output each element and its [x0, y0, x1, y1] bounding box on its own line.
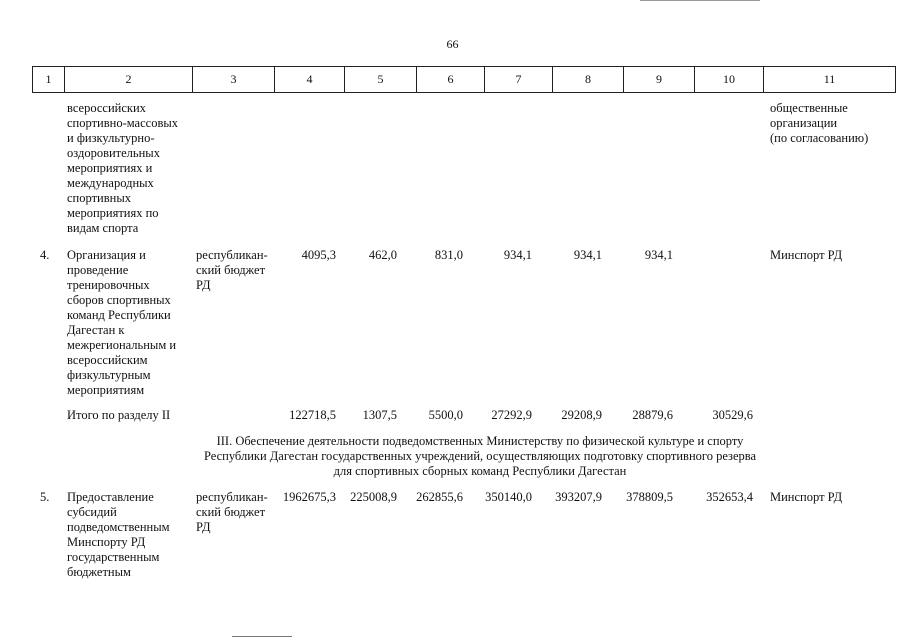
- total-col-4: 122718,5: [289, 408, 336, 422]
- value-col-5: 462,0: [368, 248, 397, 262]
- total-col-5: 1307,5: [362, 408, 397, 422]
- name-line: тренировочных: [67, 278, 150, 292]
- total-col-7: 27292,9: [491, 408, 532, 422]
- value-col-9: 934,1: [644, 248, 673, 262]
- column-header-3: 3: [192, 67, 274, 92]
- row-number: 5.: [40, 490, 50, 504]
- column-header-5: 5: [344, 67, 416, 92]
- name-line: бюджетным: [67, 565, 131, 579]
- row-name: [67, 248, 176, 398]
- source-line: РД: [196, 520, 211, 534]
- column-header-2: 2: [64, 67, 192, 92]
- executor: Минспорт РД: [770, 248, 843, 262]
- source-line: республикан-: [196, 248, 268, 262]
- name-line: и физкультурно-: [67, 131, 155, 145]
- source-line: ский бюджет: [196, 263, 266, 277]
- name-line: всероссийских: [67, 101, 146, 115]
- value-col-6: 831,0: [434, 248, 463, 262]
- name-line: команд Республики: [67, 308, 171, 322]
- column-header-1: 1: [32, 67, 64, 92]
- continued-row-executor: [770, 101, 868, 146]
- column-header-9: 9: [623, 67, 694, 92]
- name-line: Организация и: [67, 248, 146, 262]
- column-header-4: 4: [274, 67, 344, 92]
- name-line: мероприятиях по: [67, 206, 159, 220]
- total-col-10: 30529,6: [712, 408, 753, 422]
- funding-source: [196, 490, 268, 535]
- name-line: Дагестан к: [67, 323, 125, 337]
- name-line: субсидий: [67, 505, 117, 519]
- name-line: мероприятиям: [67, 383, 145, 397]
- value-col-8: 934,1: [573, 248, 602, 262]
- total-label: Итого по разделу II: [67, 408, 171, 422]
- column-header-11: 11: [763, 67, 896, 92]
- executor-line: общественные: [770, 101, 848, 115]
- row-number: 4.: [40, 248, 50, 262]
- row-name: [67, 490, 170, 580]
- value-col-4: 4095,3: [301, 248, 336, 262]
- value-col-9: 378809,5: [626, 490, 673, 504]
- name-line: международных: [67, 176, 154, 190]
- total-col-8: 29208,9: [561, 408, 602, 422]
- executor: Минспорт РД: [770, 490, 843, 504]
- funding-source: [196, 248, 268, 293]
- executor-line: организации: [770, 116, 838, 130]
- section-heading-line: Республики Дагестан государственных учреждений, осуществляющих подготовку спортивного резерва: [203, 449, 757, 463]
- value-col-7: 934,1: [503, 248, 532, 262]
- value-col-7: 350140,0: [485, 490, 532, 504]
- value-col-4: 1962675,3: [282, 490, 336, 504]
- name-line: физкультурным: [67, 368, 151, 382]
- source-line: республикан-: [196, 490, 268, 504]
- column-header-10: 10: [694, 67, 763, 92]
- continued-row-name: [67, 101, 178, 236]
- value-col-10: 352653,4: [706, 490, 753, 504]
- name-line: спортивных: [67, 191, 131, 205]
- value-col-6: 262855,6: [416, 490, 463, 504]
- value-col-8: 393207,9: [555, 490, 602, 504]
- name-line: межрегиональным и: [67, 338, 177, 352]
- section-heading-line: для спортивных сборных команд Республики Дагестан: [333, 464, 627, 478]
- executor-line: (по согласованию): [770, 131, 869, 145]
- name-line: сборов спортивных: [67, 293, 171, 307]
- value-col-5: 225008,9: [350, 490, 397, 504]
- source-line: ский бюджет: [196, 505, 266, 519]
- source-line: РД: [196, 278, 211, 292]
- scan-artifact: [640, 0, 760, 1]
- name-line: спортивно-массовых: [67, 116, 178, 130]
- name-line: Минспорту РД: [67, 535, 146, 549]
- name-line: Предоставление: [67, 490, 154, 504]
- section-heading: [170, 434, 790, 479]
- total-col-9: 28879,6: [632, 408, 673, 422]
- column-header-7: 7: [484, 67, 552, 92]
- name-line: мероприятиях и: [67, 161, 153, 175]
- scan-artifact: [232, 636, 292, 637]
- column-header-8: 8: [552, 67, 623, 92]
- total-col-6: 5500,0: [428, 408, 463, 422]
- name-line: видам спорта: [67, 221, 139, 235]
- section-heading-line: III. Обеспечение деятельности подведомственных Министерству по физической культуре и спорту: [216, 434, 744, 448]
- column-header-6: 6: [416, 67, 484, 92]
- name-line: оздоровительных: [67, 146, 160, 160]
- page-number: 66: [446, 37, 459, 51]
- table-header: [32, 66, 896, 93]
- name-line: подведомственным: [67, 520, 170, 534]
- name-line: всероссийским: [67, 353, 148, 367]
- name-line: проведение: [67, 263, 129, 277]
- name-line: государственным: [67, 550, 160, 564]
